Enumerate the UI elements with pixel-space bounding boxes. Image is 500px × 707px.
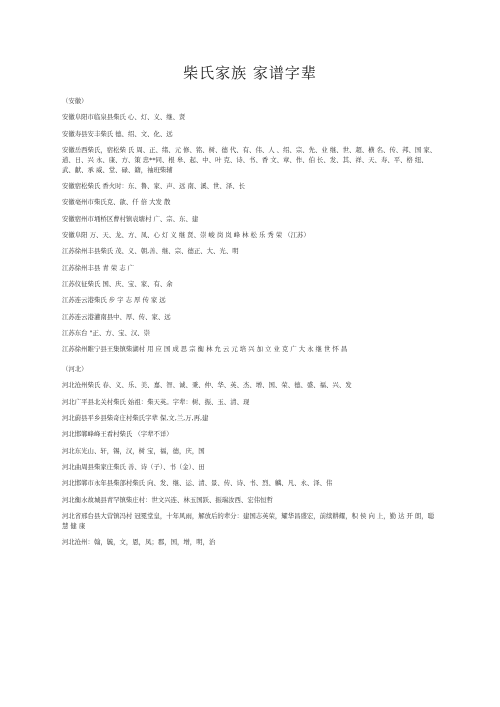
- page-title: 柴氏家族 家谱字辈: [183, 64, 317, 82]
- list-item: 河北蔚县平乡县柴奇庄村柴氏字辈 保,文,兰,万,再,建: [62, 414, 209, 423]
- list-item: 河北邯郸峰峰王看村柴氏 （字辈不详）: [62, 430, 173, 439]
- list-item: 河北邯郸市永年县柴部村柴氏 向、发、继、运、清、景、传、诗、书、烈、麟、凡、永、泽、伟: [62, 479, 333, 488]
- list-item: 安徽阜阳 万、天、龙、方、凤、心 灯 义 继 贤、崇 峻 岗 岚 峰 林 松 乐 秀 荣 （江苏）: [62, 231, 310, 240]
- list-item: 江苏徐州丰县柴氏 茂、义、朝,善、继、宗、德正、大、光、明: [62, 247, 239, 256]
- list-item: 安徽阜阳市临泉县柴氏 心、灯、义、继、贤: [62, 113, 186, 122]
- list-item: 江苏仪征柴氏 国、庆、宝、家、有、余: [62, 279, 173, 288]
- list-item: 河北省邢台县大营镇冯村 冠冕堂皇，十年风雨，解放后的辈分：建国志英荣，耀华昌盛宏，前续耕耀，积 侯 向 上，勤 达 开 朗，聪 慧 健 康: [62, 511, 435, 530]
- list-item: 江苏徐州丰县 青 荣 志 广: [62, 263, 135, 272]
- list-item: 安徽岳西柴氏，宿松柴 氏 周、正、绪、元 修、铭、树、德 代、有、伟、人 、绍、宗、先、业 继、世、超、横 名、传、邦、国 家、道、日、兴 永、康、方、策 忠**同、根 皋、起、中、叶 克、诗、书、香 文、章、作、伯 长、发、其、祥、天、寿、平、格 纽、武、献、承 威、堂、碌、籍，袖班柴辅: [62, 145, 437, 174]
- list-item: 河北曲周县柴家庄柴氏 善、诗（子）、书（金）、田: [62, 462, 205, 471]
- list-item: 安徽宿州市埇桥区曹村镇袁塘村 广、宗、东、建: [62, 214, 199, 223]
- list-item: 安徽寿县安丰柴氏 德、绍、文、化、远: [62, 129, 173, 138]
- genealogy-list: [62, 96, 440, 553]
- list-item: 河北衡水故城县青罕镇柴庄村：世文兴连、林玉国跃、振瑞汝西、宏伟恒哲: [62, 495, 273, 504]
- section-heading: （河北）: [62, 365, 88, 374]
- section-heading: （安徽）: [62, 97, 88, 105]
- list-item: 江苏连云港灌南县中、厚、传、家、远: [62, 312, 171, 321]
- list-item: 江苏徐州睢宁县王集镇柴湖村 用 应 国 成 思 宗 衡 林 允 云 元 培 兴 加 立 业 克 广 大 永 继 世 怀 昌: [62, 345, 348, 354]
- list-item: 河北东光山、轩，锡，汉，树 宝，福，德，庆，国: [62, 446, 205, 455]
- list-item: 江苏东台 "正、方、宝、汉、崇: [62, 328, 151, 337]
- list-item: 安徽宿松柴氏 香火时：东、鲁、家、声、远 南、溪、世、泽、长: [62, 182, 245, 191]
- list-item: 河北沧州柴氏 春、义、乐、美、嘉、智、诚、秉、仲、华、英、杰、增、国、荣、德、盛、福、兴、发: [62, 381, 352, 390]
- list-item: 河北广平县北关村柴氏 始祖：柴天英。字辈：树、振、玉、清、现: [62, 397, 250, 406]
- list-item: 安徽亳州市柴氏克、歆、仟 倍 大发 散: [62, 198, 171, 207]
- list-item: 河北沧州：翰，毓，文，恩，凤；郡，国，增，明，治: [62, 538, 216, 547]
- list-item: 江苏连云港柴氏 步 宇 志 厚 传 家 远: [62, 296, 166, 305]
